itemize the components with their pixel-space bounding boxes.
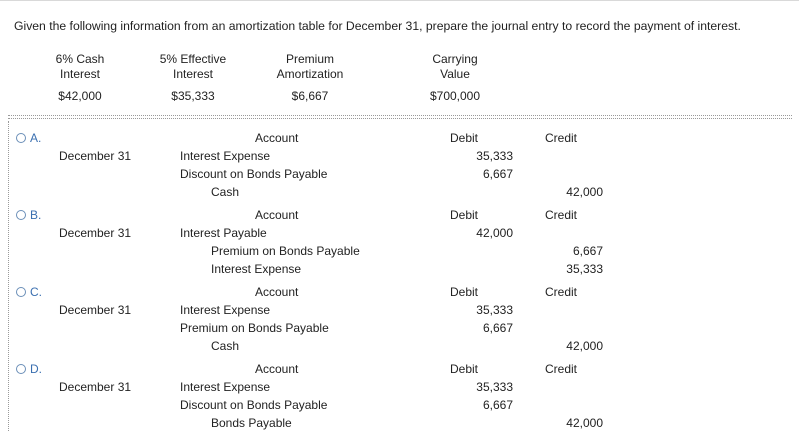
credit-amount: 35,333 [566,262,603,276]
table-col-cash-interest [46,52,114,104]
account-name: Discount on Bonds Payable [180,398,328,412]
credit-amount: 6,667 [572,244,603,258]
credit-header: Credit [545,285,578,299]
journal-line [16,303,796,321]
account-header: Account [255,131,299,145]
radio-button[interactable] [16,133,26,143]
question-text: Given the following information from an amortization table for December 31, prepare the journal entry to record the payment of interest. [14,19,741,33]
account-header: Account [255,285,299,299]
option-letter: A. [30,131,42,145]
journal-line [16,321,796,339]
table-col-effective-interest [153,52,233,104]
account-header: Account [255,362,299,376]
account-name: Bonds Payable [211,416,292,430]
credit-amount: 42,000 [566,416,603,430]
journal-line [16,398,796,416]
account-name: Premium on Bonds Payable [211,244,360,258]
col-label-2: Value [440,67,470,81]
table-col-premium-amortization [268,52,352,104]
journal-line [16,167,796,185]
journal-line [16,226,796,244]
col-value: $35,333 [171,89,215,103]
journal-line [16,185,796,203]
credit-header: Credit [545,208,578,222]
answer-option-d[interactable] [16,362,796,439]
journal-line [16,339,796,357]
account-name: Interest Expense [180,149,271,163]
col-value: $6,667 [291,89,329,103]
table-separator [8,118,792,119]
top-divider [0,0,799,1]
credit-amount: 42,000 [566,339,603,353]
account-name: Premium on Bonds Payable [180,321,329,335]
account-header: Account [255,208,299,222]
answer-option-c[interactable] [16,285,796,362]
col-label-1: 6% Cash [55,52,105,66]
col-label-2: Interest [172,67,214,81]
account-name: Interest Expense [180,380,271,394]
option-letter: B. [30,208,42,222]
debit-amount: 6,667 [482,167,513,181]
table-col-carrying-value [420,52,490,104]
table-separator [8,115,792,116]
account-name: Cash [211,339,240,353]
debit-header: Debit [450,285,479,299]
account-name: Interest Expense [211,262,302,276]
entry-date: December 31 [59,149,132,163]
col-label-2: Amortization [276,67,344,81]
debit-amount: 42,000 [476,226,513,240]
col-label-1: 5% Effective [159,52,227,66]
credit-header: Credit [545,131,578,145]
entry-date: December 31 [59,380,132,394]
journal-line [16,380,796,398]
col-label-1: Premium [285,52,334,66]
radio-button[interactable] [16,287,26,297]
journal-line [16,244,796,262]
col-value: $700,000 [429,89,481,103]
entry-date: December 31 [59,303,132,317]
answer-option-b[interactable] [16,208,796,285]
debit-header: Debit [450,131,479,145]
debit-header: Debit [450,208,479,222]
options-border [8,121,9,431]
debit-amount: 6,667 [482,398,513,412]
col-label-2: Interest [59,67,101,81]
journal-line [16,416,796,434]
journal-line [16,149,796,167]
col-label-1: Carrying [432,52,478,66]
radio-button[interactable] [16,364,26,374]
journal-line [16,262,796,280]
account-name: Interest Payable [180,226,267,240]
account-name: Cash [211,185,240,199]
debit-amount: 35,333 [476,303,513,317]
option-letter: C. [30,285,42,299]
option-letter: D. [30,362,42,376]
entry-date: December 31 [59,226,132,240]
col-value: $42,000 [58,89,102,103]
debit-header: Debit [450,362,479,376]
answer-option-a[interactable] [16,131,796,208]
account-name: Discount on Bonds Payable [180,167,328,181]
credit-amount: 42,000 [566,185,603,199]
credit-header: Credit [545,362,578,376]
account-name: Interest Expense [180,303,271,317]
radio-button[interactable] [16,210,26,220]
debit-amount: 35,333 [476,380,513,394]
debit-amount: 35,333 [476,149,513,163]
debit-amount: 6,667 [482,321,513,335]
